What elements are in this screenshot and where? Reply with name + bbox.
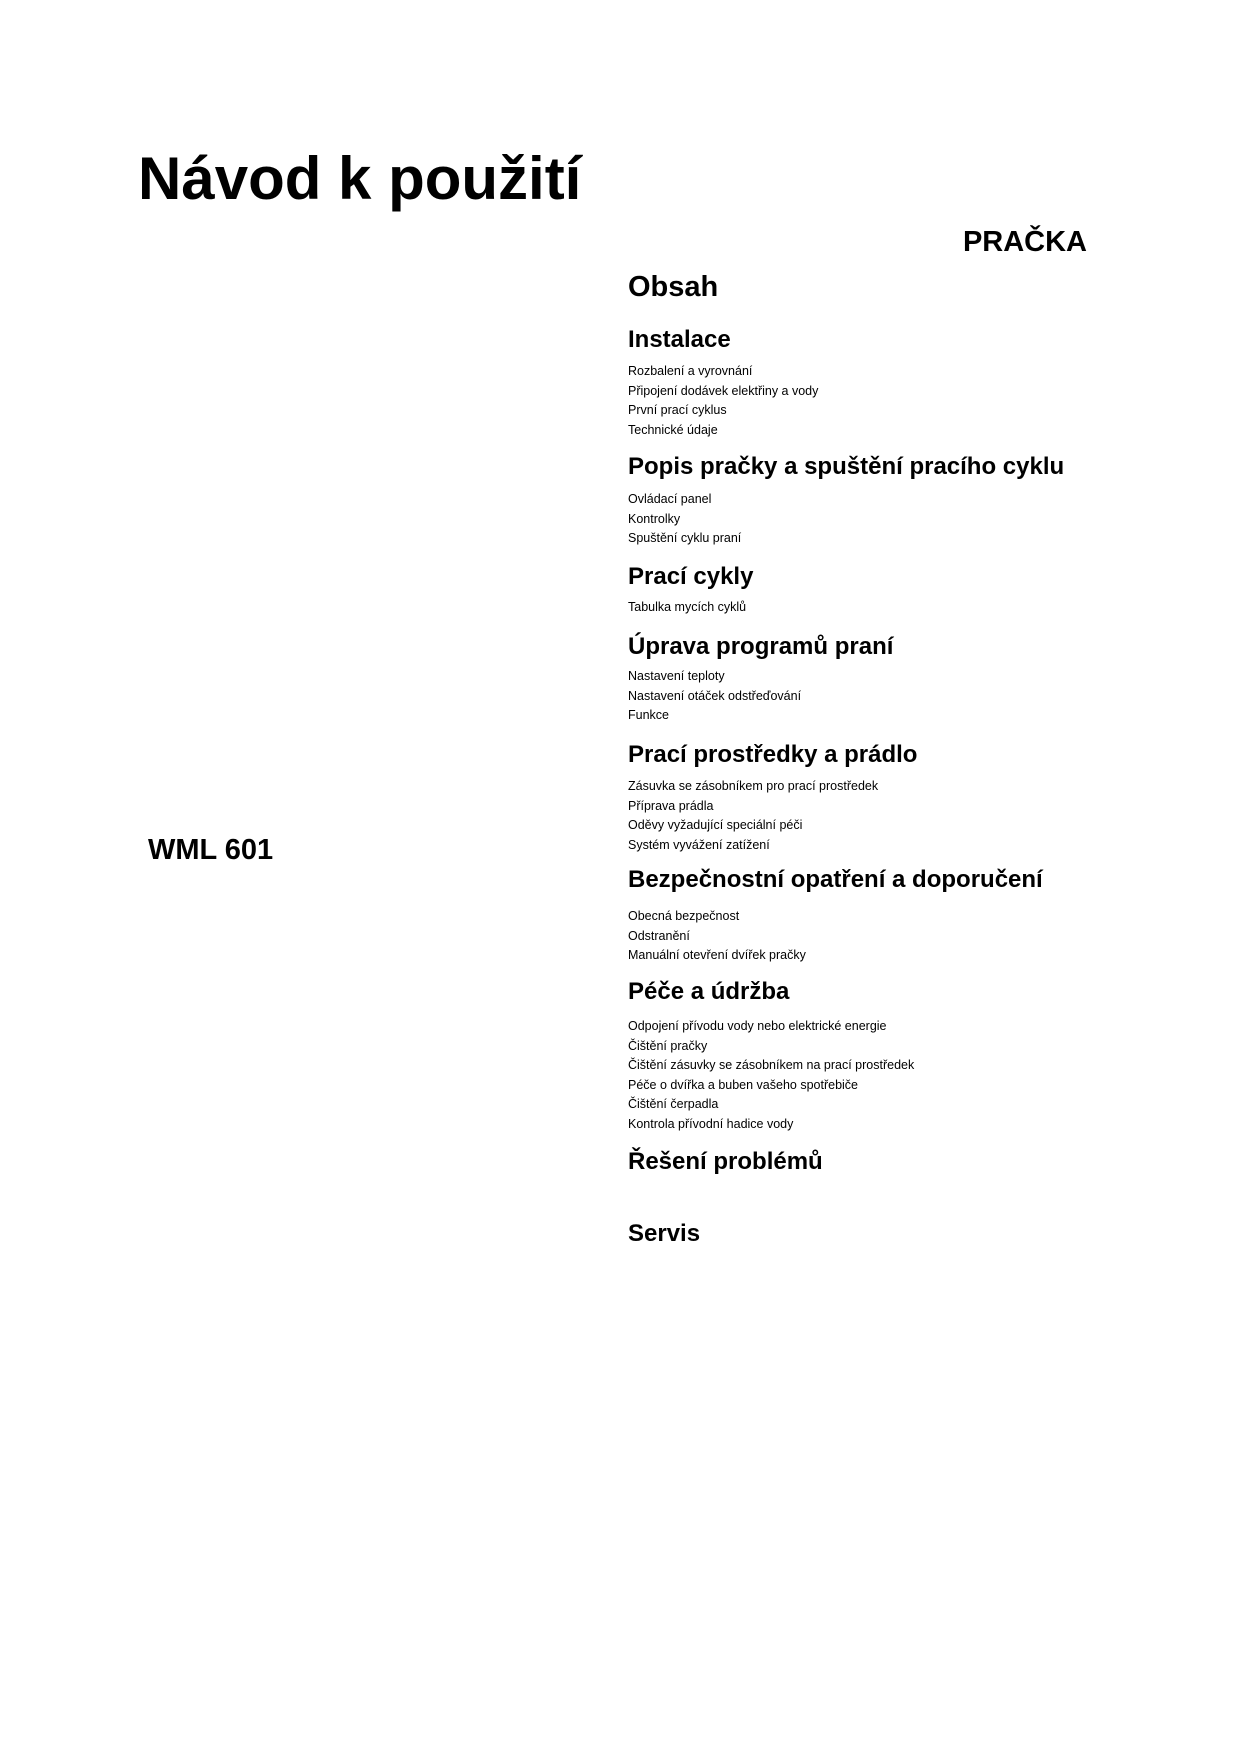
toc-item: Čištění zásuvky se zásobníkem na prací prostředek bbox=[628, 1058, 915, 1072]
toc-item: První prací cyklus bbox=[628, 403, 727, 417]
toc-section-title-praci-prostredky: Prací prostředky a prádlo bbox=[628, 741, 918, 768]
toc-item: Péče o dvířka a buben vašeho spotřebiče bbox=[628, 1077, 859, 1092]
model-number: WML 601 bbox=[148, 834, 274, 866]
toc-item: Spuštění cyklu praní bbox=[628, 531, 742, 545]
toc-section-items-uprava-programu bbox=[628, 667, 801, 726]
toc-section-title-uprava-programu: Úprava programů praní bbox=[628, 633, 894, 660]
toc-section-items-instalace bbox=[628, 362, 818, 440]
toc-item: Čištění pračky bbox=[628, 1038, 708, 1053]
toc-item: Kontrola přívodní hadice vody bbox=[628, 1116, 794, 1131]
document-title: Návod k použití bbox=[138, 145, 582, 212]
toc-section-title-pece-a-udrzba: Péče a údržba bbox=[628, 978, 790, 1005]
toc-item: Nastavení teploty bbox=[628, 669, 725, 683]
toc-item: Tabulka mycích cyklů bbox=[628, 600, 747, 614]
toc-item: Obecná bezpečnost bbox=[628, 909, 740, 923]
toc-section-title-reseni-problemu: Řešení problémů bbox=[628, 1148, 823, 1175]
toc-item: Ovládací panel bbox=[628, 492, 712, 506]
appliance-type-label: PRAČKA bbox=[962, 226, 1087, 258]
toc-section-title-instalace: Instalace bbox=[628, 326, 731, 353]
toc-section-items-popis-pracky bbox=[628, 490, 741, 549]
toc-section-title-bezpecnostni-opatreni: Bezpečnostní opatření a doporučení bbox=[628, 866, 1043, 893]
toc-item: Rozbalení a vyrovnání bbox=[628, 364, 753, 378]
toc-item: Manuální otevření dvířek pračky bbox=[628, 948, 806, 962]
toc-item: Připojení dodávek elektřiny a vody bbox=[628, 383, 819, 398]
toc-item: Zásuvka se zásobníkem pro prací prostředek bbox=[628, 779, 879, 793]
toc-item: Kontrolky bbox=[628, 511, 681, 526]
toc-section-items-praci-prostredky bbox=[628, 777, 878, 855]
toc-item: Odpojení přívodu vody nebo elektrické energie bbox=[628, 1019, 887, 1033]
toc-section-title-servis: Servis bbox=[628, 1220, 701, 1247]
toc-item: Odstranění bbox=[628, 928, 690, 943]
toc-item: Nastavení otáček odstřeďování bbox=[628, 688, 802, 703]
toc-section-items-praci-cykly bbox=[628, 598, 746, 618]
toc-section-title-popis-pracky: Popis pračky a spuštění pracího cyklu bbox=[628, 453, 1065, 480]
toc-item: Příprava prádla bbox=[628, 798, 714, 813]
toc-item: Technické údaje bbox=[628, 422, 718, 437]
toc-item: Čištění čerpadla bbox=[628, 1097, 719, 1111]
toc-section-items-bezpecnostni-opatreni bbox=[628, 907, 806, 966]
toc-heading: Obsah bbox=[628, 271, 719, 303]
toc-item: Systém vyvážení zatížení bbox=[628, 837, 770, 852]
toc-item: Oděvy vyžadující speciální péči bbox=[628, 818, 803, 832]
toc-section-items-pece-a-udrzba bbox=[628, 1017, 914, 1134]
toc-section-title-praci-cykly: Prací cykly bbox=[628, 563, 754, 590]
toc-item: Funkce bbox=[628, 708, 669, 722]
